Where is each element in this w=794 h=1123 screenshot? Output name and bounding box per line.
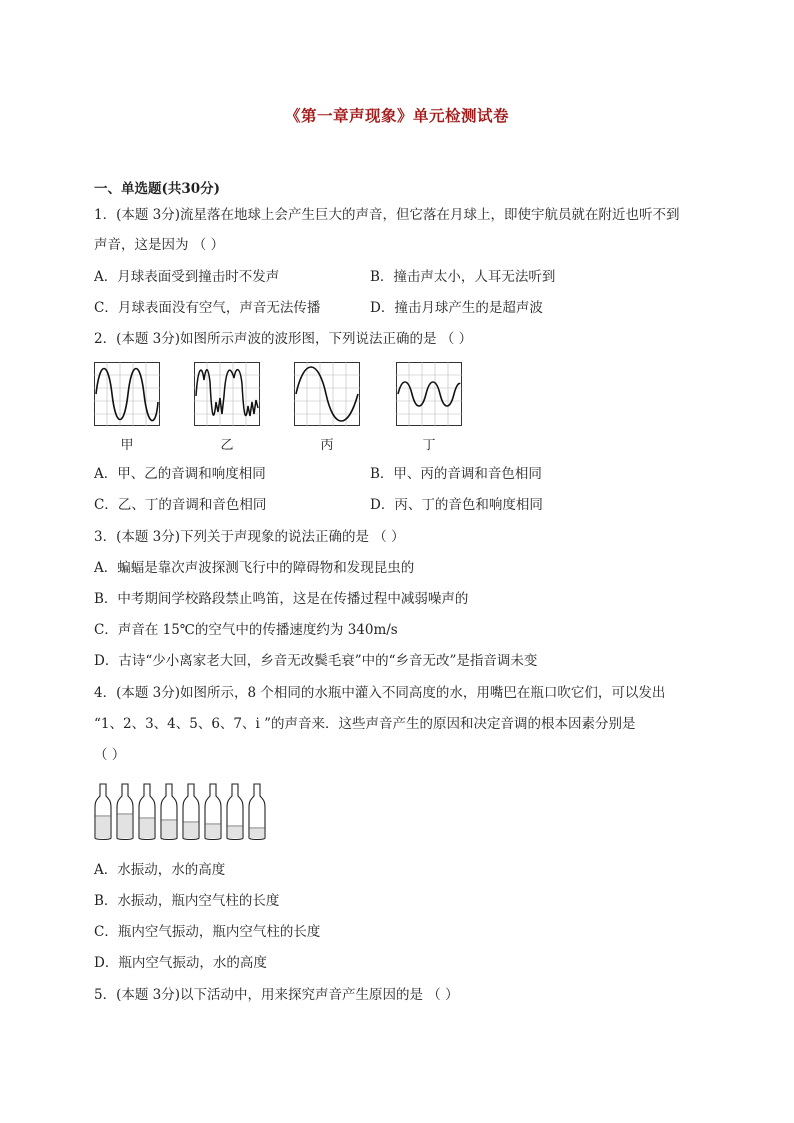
- q3-option-c: C．声音在 15℃的空气中的传播速度约为 340m/s: [94, 622, 398, 638]
- q1-option-d: D．撞击月球产生的是超声波: [370, 300, 543, 316]
- q2-option-c: C．乙、丁的音调和音色相同: [94, 497, 267, 513]
- q4-option-c: C．瓶内空气振动，瓶内空气柱的长度: [94, 924, 321, 940]
- waveform-jia: [94, 362, 160, 426]
- waveform-label-jia: 甲: [120, 438, 134, 453]
- waveform-ding: [396, 362, 462, 426]
- waveform-label-bing: 丙: [320, 438, 334, 453]
- question-4-line1: 4．(本题 3分)如图所示，8 个相同的水瓶中灌入不同高度的水，用嘴巴在瓶口吹它们，可以发出: [94, 685, 666, 701]
- question-1-line2: 声音，这是因为 （ ）: [94, 237, 225, 253]
- waveform-yi: [194, 362, 260, 426]
- q2-option-d: D．丙、丁的音色和响度相同: [370, 497, 543, 513]
- waveform-label-ding: 丁: [422, 438, 436, 453]
- question-1-line1: 1．(本题 3分)流星落在地球上会产生巨大的声音，但它落在月球上，即使宇航员就在附近也听不到: [94, 207, 680, 223]
- q1-option-a: A．月球表面受到撞击时不发声: [94, 269, 280, 285]
- question-5-stem: 5．(本题 3分)以下活动中，用来探究声音产生原因的是 （ ）: [94, 987, 459, 1003]
- bottles-figure: [94, 780, 274, 846]
- q3-option-d: D．古诗“少小离家老大回，乡音无改鬓毛衰”中的“乡音无改”是指音调未变: [94, 653, 538, 669]
- q3-option-a: A．蝙蝠是靠次声波探测飞行中的障碍物和发现昆虫的: [94, 560, 415, 576]
- q4-option-d: D．瓶内空气振动，水的高度: [94, 955, 267, 971]
- q4-option-a: A．水振动，水的高度: [94, 862, 226, 878]
- q2-option-a: A．甲、乙的音调和响度相同: [94, 466, 266, 482]
- q2-option-b: B．甲、丙的音调和音色相同: [370, 466, 542, 482]
- page-title: 《第一章声现象》单元检测试卷: [284, 106, 509, 125]
- q1-option-b: B．撞击声太小，人耳无法听到: [370, 269, 556, 285]
- question-4-line3: （ ）: [94, 747, 126, 763]
- q1-option-c: C．月球表面没有空气，声音无法传播: [94, 300, 321, 316]
- section-heading: 一、单选题(共30分): [94, 181, 221, 197]
- question-2-stem: 2．(本题 3分)如图所示声波的波形图，下列说法正确的是 （ ）: [94, 331, 473, 347]
- q3-option-b: B．中考期间学校路段禁止鸣笛，这是在传播过程中减弱噪声的: [94, 591, 469, 607]
- question-3-stem: 3．(本题 3分)下列关于声现象的说法正确的是 （ ）: [94, 529, 405, 545]
- question-4-line2: “1、2、3、4、5、6、7、i ”的声音来．这些声音产生的原因和决定音调的根本因素分别是: [94, 716, 636, 732]
- waveform-bing: [294, 362, 360, 426]
- q4-option-b: B．水振动，瓶内空气柱的长度: [94, 893, 280, 909]
- waveform-label-yi: 乙: [220, 438, 234, 453]
